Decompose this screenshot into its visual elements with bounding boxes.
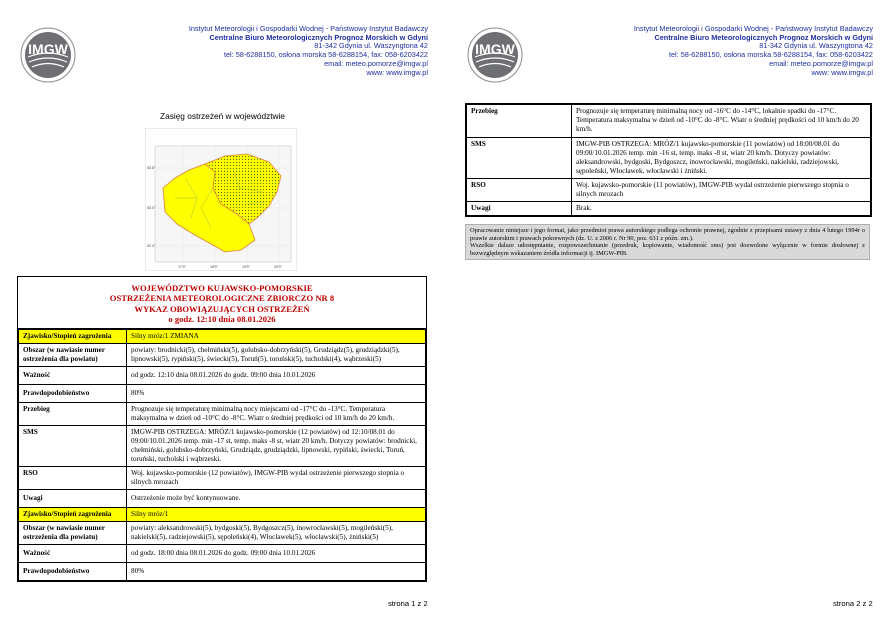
imgw-logo [20,27,76,83]
table-row [19,403,426,426]
warnings-table-page1 [17,276,427,582]
table-row [19,330,426,344]
row-label: SMS [19,426,127,467]
header-line2: Centralne Biuro Meteorologicznych Prognoz Morskich w Gdyni [654,32,873,42]
row-label: Zjawisko/Stopień zagrożenia [19,330,127,344]
row-label: Uwagi [19,490,127,508]
warnings-table-page2 [465,103,872,217]
lat-tick-3: 52.4° [147,244,156,248]
w2-zjawisko: Silny mróz/1 [127,508,426,522]
lon-tick-3: 19°E [242,265,250,269]
page-number-2: strona 2 z 2 [833,599,873,608]
map-title: Zasięg ostrzeżeń w województwie [160,111,285,121]
header-line4: tel: 58-6288150, osłona morska 58-6288154, fax: 058-6203422 [223,50,428,60]
lon-tick-1: 17°E [178,265,186,269]
row-label: Przebieg [19,403,127,426]
table-row [19,545,426,563]
w2-waznosc: od godz. 18:00 dnia 08.01.2026 do godz. 09:00 dnia 10.01.2026 [127,545,426,563]
w1-prawdopodobienstwo: 80% [127,385,426,403]
bulletin-title-4: o godz. 12:10 dnia 08.01.2026 [168,313,276,324]
row-label: Zjawisko/Stopień zagrożenia [19,508,127,522]
w2-prawdopodobienstwo: 80% [127,563,426,581]
page-number-1: strona 1 z 2 [388,599,428,608]
w1-rso: Woj. kujawsko-pomorskie (12 powiatów), IMGW-PIB wydał ostrzeżenie pierwszego stopnia o silnych mrozach [127,467,426,490]
w1-zjawisko: Silny mróz/1 ZMIANA [127,330,426,344]
bulletin-title-2: OSTRZEŻENIA METEOROLOGICZNE ZBIORCZO NR 8 [109,293,335,304]
row-label: Prawdopodobieństwo [19,385,127,403]
table-row [467,179,871,202]
header-email[interactable]: email: meteo.pomorze@imgw.pl [324,58,428,68]
w2-uwagi: Brak. [572,202,871,216]
institute-header [128,25,428,77]
w2-sms: IMGW-PIB OSTRZEGA: MRÓZ/1 kujawsko-pomorskie (11 powiatów) od 18:00/08.01 do 09:00/10.01.2026 temp. min -16 st, temp. maks -8 st, wiatr 20 km/h. Dotyczy powiatów: aleksandrowski, bydgoski, Bydgoszcz, inowrocławski, mogileński, nakielski, radziejowski, sępoleński, Włocławek, włocławski i żniński. [572,138,871,179]
table-row [19,522,426,545]
w1-waznosc: od godz. 12:10 dnia 08.01.2026 do godz. 09:00 dnia 10.01.2026 [127,367,426,385]
header-line3: 81-342 Gdynia ul. Waszyngtona 42 [759,41,873,51]
table-row [19,344,426,367]
table-row [467,202,871,216]
row-label: SMS [467,138,572,179]
header-line1: Instytut Meteorologii i Gospodarki Wodnej - Państwowy Instytut Badawczy [633,24,873,33]
header-line2: Centralne Biuro Meteorologicznych Prognoz Morskich w Gdyni [209,32,428,42]
header-www[interactable]: www: www.imgw.pl [366,67,428,77]
lat-tick-2: 53.0° [147,206,156,210]
row-label: Przebieg [467,105,572,138]
row-label: RSO [467,179,572,202]
table-row [467,138,871,179]
w2-przebieg: Prognozuje się temperaturę minimalną nocy od -16°C do -14°C, lokalnie spadki do -17°C. Temperatura maksymalna w dzień od -10°C do -8°C. Wiatr o średniej prędkości od 10 km/h do 20 km/h. [572,105,871,138]
table-row [19,508,426,522]
w1-uwagi: Ostrzeżenie może być kontynuowane. [127,490,426,508]
w2-obszar: powiaty: aleksandrowski(5), bydgoski(5), Bydgoszcz(5), inowrocławski(5), mogileński(5), nakielski(5), radziejowski(5), sępoleński(4), Włocławek(5), włocławski(5), żniński(5) [127,522,426,545]
row-label: Obszar (w nawiasie numer ostrzeżenia dla powiatu) [19,522,127,545]
header-line3: 81-342 Gdynia ul. Waszyngtona 42 [314,41,428,51]
copyright-text-2: Wszelkie dalsze udostępnianie, rozpowszechnianie (przedruk, kopiowanie, wiadomość sms) jest dozwolone wyłącznie w formie dosłownej z bezwzględnym wskazaniem źródła informacji tj. IMGW-PIB. [470,242,865,257]
w1-przebieg: Prognozuje się temperaturę minimalną nocy miejscami od -17°C do -13°C. Temperatura maksymalna w dzień od -10°C do -8°C. Wiatr o średniej prędkości od 10 km/h do 20 km/h. [127,403,426,426]
table-row [19,467,426,490]
table-row [467,105,871,138]
row-label: Uwagi [467,202,572,216]
copyright-note [465,224,870,260]
logo-text: IMGW [28,41,68,57]
row-label: Prawdopodobieństwo [19,563,127,581]
row-label: Ważność [19,367,127,385]
lon-tick-4: 20°E [274,265,282,269]
bulletin-title [18,277,426,329]
warning-map [145,128,297,271]
logo-text: IMGW [475,41,515,57]
w1-sms: IMGW-PIB OSTRZEGA: MRÓZ/1 kujawsko-pomorskie (12 powiatów) od 12:10/08.01 do 09:00/10.01.2026 temp. min -17 st, temp. maks -8 st, wiatr 20 km/h. Dotyczy powiatów: brodnicki, chełmiński, golubsko-dobrzyński, Grudziądz, grudziądzki, lipnowski, rypiński, świecki, Toruń, toruński, tucholski i wąbrzeski. [127,426,426,467]
w2-rso: Woj. kujawsko-pomorskie (11 powiatów), IMGW-PIB wydał ostrzeżenie pierwszego stopnia o silnych mrozach [572,179,871,202]
header-www[interactable]: www: www.imgw.pl [811,67,873,77]
row-label: RSO [19,467,127,490]
header-line4: tel: 58-6288150, osłona morska 58-6288154, fax: 058-6203422 [668,50,873,60]
table-row [19,367,426,385]
lat-tick-1: 53.6° [147,166,156,170]
header-email[interactable]: email: meteo.pomorze@imgw.pl [769,58,873,68]
row-label: Obszar (w nawiasie numer ostrzeżenia dla powiatu) [19,344,127,367]
table-row [19,426,426,467]
bulletin-title-1: WOJEWÓDZTWO KUJAWSKO-POMORSKIE [131,283,313,293]
bulletin-title-3: WYKAZ OBOWIĄZUJĄCYCH OSTRZEŻEŃ [134,303,310,314]
table-row [19,490,426,508]
table-row [19,563,426,581]
copyright-text-1: Opracowanie niniejsze i jego format, jako przedmiot prawa autorskiego podlega ochronie prawnej, zgodnie z przepisami ustawy z dnia 4 lutego 1994r o prawie autorskim i prawach pokrewnych (dz. U. z 2006 r. Nr 90, poz. 631 z późn. zm.). [470,227,865,242]
w1-obszar: powiaty: brodnicki(5), chełmiński(5), golubsko-dobrzyński(5), Grudziądz(5), grudziądzki(5), lipnowski(5), rypiński(5), świecki(5), Toruń(5), toruński(5), tucholski(4), wąbrzeski(5) [127,344,426,367]
lon-tick-2: 18°E [210,265,218,269]
row-label: Ważność [19,545,127,563]
institute-header [573,25,873,77]
header-line1: Instytut Meteorologii i Gospodarki Wodnej - Państwowy Instytut Badawczy [188,24,428,33]
table-row [19,385,426,403]
imgw-logo [467,27,523,83]
page-2 [445,0,890,629]
